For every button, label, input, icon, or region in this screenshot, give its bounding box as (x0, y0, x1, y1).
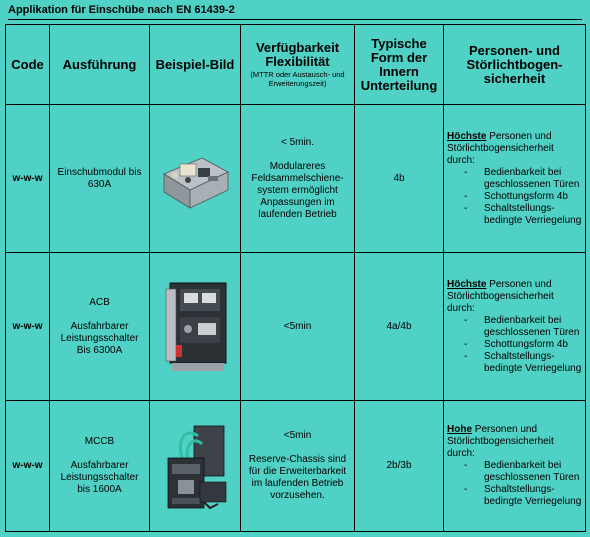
header-safety: Personen- und Störlichtbogen-sicherheit (444, 25, 586, 105)
safety-level: Höchste (447, 278, 487, 290)
drawer-module-image (158, 146, 232, 212)
image-cell (150, 253, 241, 401)
safety-list (447, 460, 582, 508)
list-item: - Bedienbarkeit bei geschlossenen Türen (447, 460, 582, 484)
ausfuehrung-type: MCCB (84, 436, 115, 447)
safety-text: Personen und Störlichtbogensicherheit durch: (447, 130, 554, 166)
ausfuehrung-cell (50, 401, 150, 532)
code-cell: w-w-w (6, 105, 50, 253)
ausfuehrung-text: Ausfahrbarer Leistungsschalter bis 1600A (60, 460, 139, 495)
ausfuehrung-cell (50, 105, 150, 253)
safety-level: Hohe (447, 424, 472, 435)
flexibility-note: Modulareres Feldsammelschiene-system ermöglicht Anpassungen im laufenden Betrieb (251, 160, 344, 220)
table-row (6, 401, 586, 532)
air-circuit-breaker-image (156, 279, 234, 375)
safety-cell (444, 401, 586, 532)
ausfuehrung-type: ACB (89, 296, 110, 308)
flexibility-cell (241, 401, 355, 532)
flexibility-time: <5min (283, 320, 312, 332)
safety-list (447, 315, 582, 375)
table-row (6, 105, 586, 253)
molded-case-breaker-photo (153, 418, 237, 514)
list-item: - Schottungsform 4b (447, 191, 582, 203)
code-cell: w-w-w (6, 401, 50, 532)
header-flexibility-sub: (MTTR oder Austausch- und Erweiterungszeit) (250, 70, 345, 88)
safety-text: Personen und Störlichtbogensicherheit durch: (447, 424, 554, 459)
ausfuehrung-text: Einschubmodul bis 630A (57, 166, 142, 190)
header-ausfuehrung: Ausführung (50, 25, 150, 105)
image-cell (150, 105, 241, 253)
safety-cell (444, 253, 586, 401)
safety-cell (444, 105, 586, 253)
list-item: - Schaltstellungs-bedingte Verriegelung (447, 351, 582, 375)
safety-level: Höchste (447, 130, 487, 142)
safety-list (447, 167, 582, 227)
ausfuehrung-text: Ausfahrbarer Leistungsschalter Bis 6300A (60, 320, 139, 356)
flexibility-time: <5min (283, 430, 312, 441)
list-item: - Schottungsform 4b (447, 339, 582, 351)
header-flexibility-title: Verfügbarkeit Flexibilität (255, 40, 340, 69)
header-form: Typische Form der Innern Unterteilung (355, 25, 444, 105)
list-item: - Bedienbarkeit bei geschlossenen Türen (447, 167, 582, 191)
form-cell: 4b (355, 105, 444, 253)
application-table (5, 24, 586, 532)
flexibility-cell (241, 253, 355, 401)
drawer-module-photo (153, 146, 237, 212)
air-circuit-breaker-photo (153, 279, 237, 375)
flexibility-time: < 5min. (280, 136, 315, 148)
header-code: Code (6, 25, 50, 105)
header-row (6, 25, 586, 105)
image-cell (150, 401, 241, 532)
ausfuehrung-cell (50, 253, 150, 401)
header-flexibility (241, 25, 355, 105)
list-item: - Schaltstellungs-bedingte Verriegelung (447, 203, 582, 227)
list-item: - Bedienbarkeit bei geschlossenen Türen (447, 315, 582, 339)
form-cell: 4a/4b (355, 253, 444, 401)
code-cell: w-w-w (6, 253, 50, 401)
table-row (6, 253, 586, 401)
safety-text: Personen und Störlichtbogensicherheit durch: (447, 278, 554, 314)
flexibility-cell (241, 105, 355, 253)
flexibility-note: Reserve-Chassis sind für die Erweiterbarkeit im laufenden Betrieb vorzusehen. (248, 454, 347, 501)
list-item: - Schaltstellungs-bedingte Verriegelung (447, 484, 582, 508)
page-title: Applikation für Einschübe nach EN 61439-2 (8, 4, 582, 20)
form-cell: 2b/3b (355, 401, 444, 532)
header-beispiel: Beispiel-Bild (150, 25, 241, 105)
molded-case-breaker-image (158, 418, 232, 514)
